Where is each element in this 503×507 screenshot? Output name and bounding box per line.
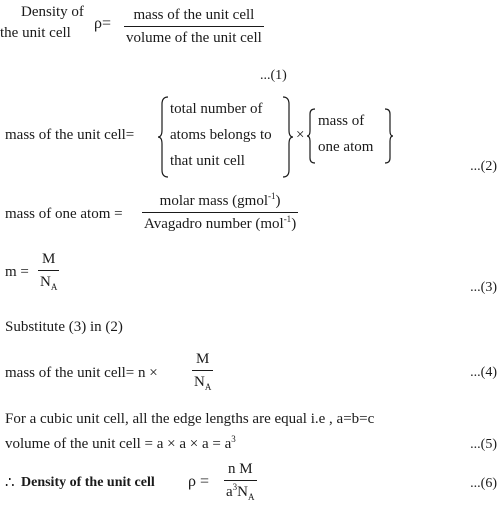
density-numerator: mass of the unit cell [133, 7, 255, 23]
density-denominator: volume of the unit cell [126, 30, 262, 46]
volume-text [5, 434, 236, 452]
equation-number-2: ...(2) [470, 159, 497, 174]
group2-line1: mass of [318, 113, 365, 129]
avogadro-exponent: -1 [283, 214, 292, 224]
final-denominator-subscript: A [248, 492, 255, 502]
rho-symbol: ρ= [94, 15, 112, 32]
cubic-cell-text: For a cubic unit cell, all the edge lengths are equal i.e , a=b=c [5, 411, 375, 427]
group2-line2: one atom [318, 139, 374, 155]
avogadro-text: Avagadro number (mol [144, 216, 284, 232]
mass-unit-cell-n-denominator [192, 371, 213, 390]
molar-mass-text: molar mass (gmol [159, 193, 268, 209]
substitute-text: Substitute (3) in (2) [5, 319, 123, 335]
mass-unit-cell-n-denominator-n: N [194, 374, 205, 390]
equation-number-5: ...(5) [470, 437, 497, 452]
final-numerator: n M [227, 461, 253, 477]
equation-number-4: ...(4) [470, 365, 497, 380]
group1-line2: atoms belongs to [170, 127, 272, 143]
group1-line1: total number of [170, 101, 263, 117]
final-denominator-n: N [237, 484, 249, 500]
equation-number-3: ...(3) [470, 280, 497, 295]
mass-unit-cell-n-label: mass of the unit cell= n × [5, 365, 158, 381]
final-density-fraction [224, 462, 257, 500]
mass-unit-cell-n-numerator: M [196, 351, 210, 367]
final-denominator-a: a [226, 484, 233, 500]
m-denominator-n: N [40, 274, 51, 290]
avogadro-denominator: Avagadro number (mol$^{-1}$) [144, 214, 297, 232]
left-brace-small-icon [306, 108, 316, 164]
mass-unit-cell-n-denominator-subscript: A [204, 382, 212, 392]
molar-mass-numerator: molar mass (gmol$^{-1}$) [159, 191, 281, 209]
m-denominator-subscript: A [50, 282, 58, 292]
volume-exponent: 3 [231, 434, 236, 444]
density-fraction [124, 8, 264, 46]
left-brace-icon [157, 96, 169, 178]
m-fraction [38, 252, 59, 290]
m-denominator [38, 271, 59, 290]
final-denominator-exponent: 3 [232, 482, 238, 492]
times-sign: × [296, 127, 305, 143]
m-numerator: M [42, 251, 56, 267]
equation-number-1: ...(1) [260, 68, 287, 83]
molar-mass-exponent: -1 [268, 191, 276, 201]
mass-unit-cell-n-fraction [192, 352, 213, 390]
right-brace-icon [282, 96, 294, 178]
therefore-symbol: ∴ [5, 475, 15, 491]
group1-line3: that unit cell [170, 153, 245, 169]
density-label-line1: Density of [21, 4, 84, 20]
final-denominator [224, 481, 257, 500]
mass-unit-cell-label: mass of the unit cell= [5, 127, 135, 143]
volume-expression: volume of the unit cell = a × a × a = a [5, 436, 232, 452]
mass-one-atom-label: mass of one atom = [5, 206, 123, 222]
equation-number-6: ...(6) [470, 476, 497, 491]
density-label-line2: the unit cell [0, 25, 71, 41]
mass-one-atom-fraction [142, 191, 298, 232]
final-density-label: Density of the unit cell [21, 475, 155, 490]
final-rho-symbol: ρ = [188, 473, 210, 490]
right-brace-small-icon [384, 108, 394, 164]
m-label: m = [5, 264, 29, 280]
